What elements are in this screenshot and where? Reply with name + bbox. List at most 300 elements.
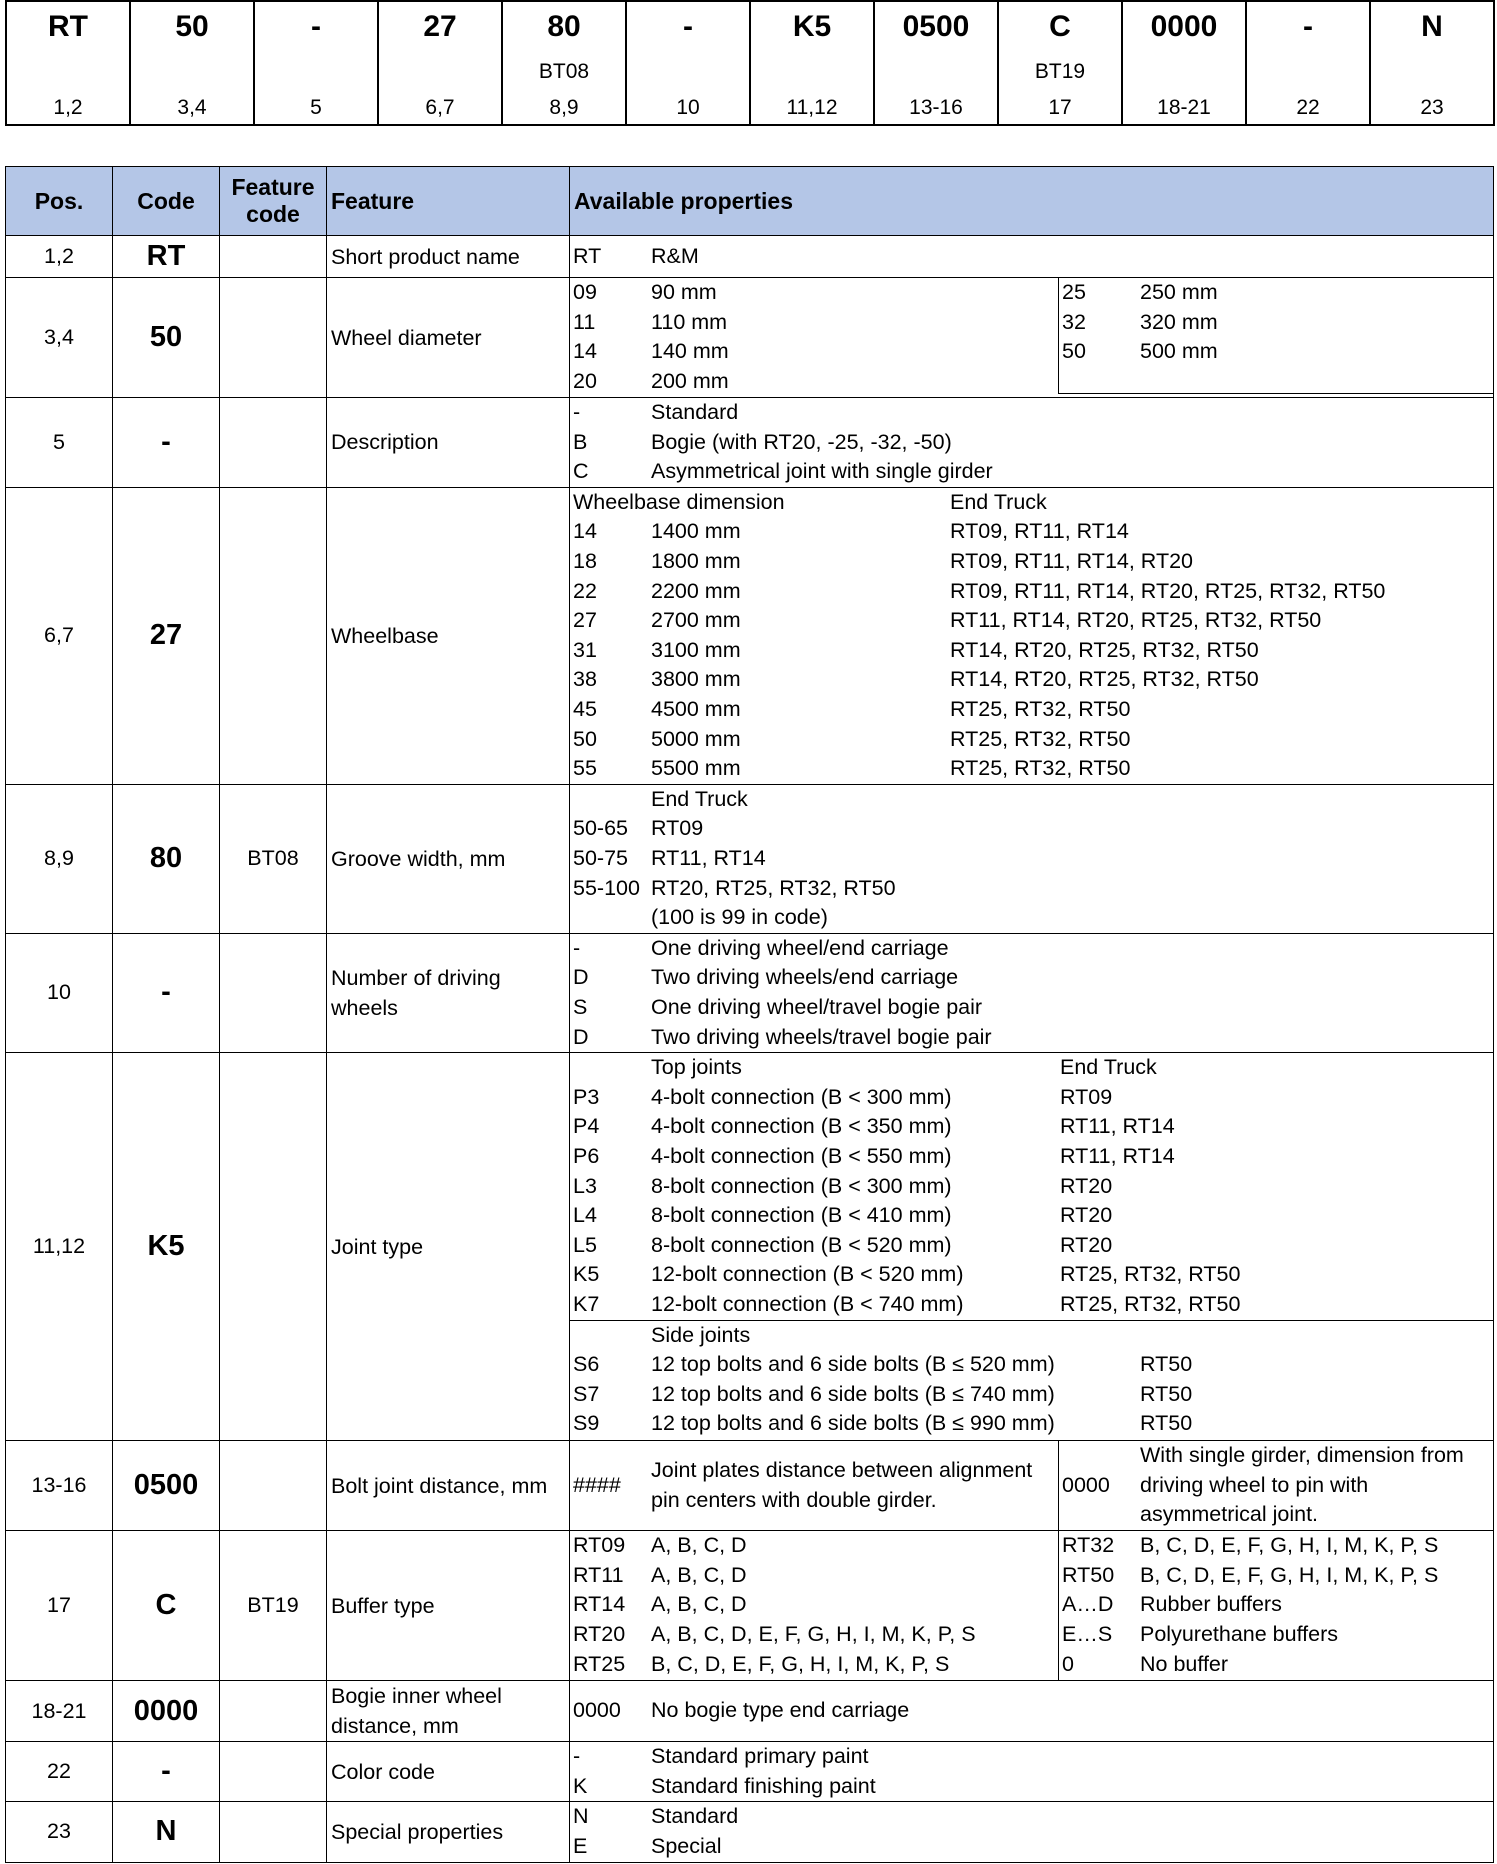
property-key: 0000 (573, 1698, 621, 1723)
property-value: 1400 mm (651, 519, 741, 544)
property-line (570, 725, 1493, 755)
code-strip-cell (750, 1, 874, 125)
property-line (570, 1260, 1493, 1290)
code-strip-cell (874, 1, 998, 125)
row-feature: Color code (327, 1742, 570, 1802)
property-line (570, 1201, 1493, 1231)
table-row (6, 278, 1494, 398)
property-subheader (570, 785, 1493, 815)
code-position: 1,2 (53, 96, 83, 119)
property-end-truck: RT50 (1140, 1411, 1193, 1436)
property-key: N (573, 1804, 589, 1829)
properties-left (570, 278, 1058, 397)
property-key: RT25 (573, 1651, 626, 1676)
code-feature: BT19 (1034, 60, 1086, 83)
code-position: 17 (1048, 96, 1072, 119)
code-strip-cell (130, 1, 254, 125)
property-key: 31 (573, 637, 597, 662)
row-feature-line1: Bogie inner wheel (331, 1684, 502, 1709)
code-position: 13-16 (909, 96, 963, 119)
property-value: 2200 mm (651, 578, 741, 603)
code-position: 8,9 (549, 96, 579, 119)
row-feature-code (220, 1681, 327, 1742)
header-code: Code (113, 167, 220, 236)
table-row (6, 1681, 1494, 1742)
row-properties (570, 1802, 1494, 1862)
row-feature: Description (327, 398, 570, 488)
property-line (1059, 278, 1493, 308)
table-row (6, 236, 1494, 278)
property-value: B, C, D, E, F, G, H, I, M, K, P, S (651, 1651, 950, 1676)
table-row (6, 933, 1494, 1052)
property-line (1059, 1620, 1493, 1650)
property-value: Two driving wheels/travel bogie pair (651, 1024, 992, 1049)
property-line (570, 844, 1493, 874)
property-end-truck: RT11, RT14 (1060, 1114, 1175, 1139)
code-strip-cell (254, 1, 378, 125)
properties-right (1058, 1531, 1493, 1680)
property-line (570, 695, 1493, 725)
row-pos: 22 (6, 1742, 113, 1802)
property-key: E (573, 1833, 588, 1858)
property-line (570, 1650, 1058, 1680)
row-feature-line2: wheels (331, 995, 398, 1020)
row-code: - (113, 1742, 220, 1802)
property-end-truck: RT14, RT20, RT25, RT32, RT50 (950, 637, 1259, 662)
top-joints-group (570, 1053, 1493, 1319)
property-key: - (573, 400, 581, 424)
property-value: 500 mm (1140, 339, 1218, 364)
property-value: 4500 mm (651, 696, 741, 721)
property-key: P6 (573, 1143, 600, 1168)
subheader-label: End Truck (1060, 1055, 1157, 1080)
row-properties (570, 1441, 1494, 1531)
property-subheader (570, 1321, 1493, 1351)
row-code: 50 (113, 278, 220, 398)
row-properties (570, 784, 1494, 933)
row-code: N (113, 1802, 220, 1862)
property-key: L5 (573, 1232, 597, 1257)
property-line (570, 1802, 1493, 1832)
property-line (570, 367, 1058, 397)
row-feature: Wheelbase (327, 487, 570, 784)
property-end-truck: RT25, RT32, RT50 (950, 726, 1131, 751)
property-value: 2700 mm (651, 608, 741, 633)
property-key: 14 (573, 519, 597, 544)
property-key: 0 (1062, 1651, 1074, 1676)
property-key: S6 (573, 1352, 600, 1377)
property-key: 20 (573, 368, 597, 393)
property-value: 110 mm (651, 309, 728, 334)
row-feature-code (220, 1742, 327, 1802)
row-feature-code: BT19 (220, 1531, 327, 1681)
property-line (570, 1290, 1493, 1320)
property-value: 8-bolt connection (B < 520 mm) (651, 1232, 952, 1257)
property-end-truck: RT25, RT32, RT50 (950, 696, 1131, 721)
properties-left (570, 1441, 1058, 1530)
code-position: 5 (310, 96, 322, 119)
row-properties (570, 933, 1494, 1052)
property-value: No buffer (1140, 1651, 1229, 1676)
subheader-label: Side joints (651, 1322, 751, 1347)
property-end-truck: RT11, RT14 (1060, 1143, 1175, 1168)
property-value: Standard finishing paint (651, 1773, 876, 1798)
property-value: A, B, C, D (651, 1562, 747, 1587)
code-position: 18-21 (1157, 96, 1211, 119)
property-key: 0000 (1062, 1473, 1110, 1498)
code-position: 23 (1420, 96, 1444, 119)
row-properties (570, 1053, 1494, 1441)
property-line (570, 814, 1493, 844)
property-value: A, B, C, D (651, 1533, 747, 1558)
property-line (570, 1142, 1493, 1172)
property-line (570, 1380, 1493, 1410)
side-joints-group (570, 1320, 1493, 1439)
code-position: 3,4 (177, 96, 207, 119)
property-subheader (570, 488, 1493, 518)
property-line (570, 1409, 1493, 1439)
property-value: Polyurethane buffers (1140, 1621, 1339, 1646)
property-value: RT09 (651, 816, 704, 841)
property-value: Two driving wheels/end carriage (651, 965, 959, 990)
subheader-label: Wheelbase dimension (573, 489, 785, 514)
table-row (6, 1531, 1494, 1681)
property-value: Rubber buffers (1140, 1592, 1282, 1617)
property-line (570, 308, 1058, 338)
property-key: 50-65 (573, 816, 628, 841)
property-key: 38 (573, 667, 597, 692)
property-key: 50-75 (573, 845, 628, 870)
table-row (6, 784, 1494, 933)
code-strip-cell (502, 1, 626, 125)
code-strip-cell (1370, 1, 1494, 125)
row-code: C (113, 1531, 220, 1681)
property-key: 50 (573, 726, 597, 751)
row-feature-code (220, 1441, 327, 1531)
property-value: 4-bolt connection (B < 550 mm) (651, 1143, 952, 1168)
property-line (1059, 1531, 1493, 1561)
property-key: 09 (573, 280, 597, 304)
property-line (1059, 1561, 1493, 1591)
subheader-label: End Truck (950, 489, 1047, 514)
row-pos: 18-21 (6, 1681, 113, 1742)
properties-right (1058, 278, 1493, 394)
code-value: - (1303, 10, 1313, 43)
row-properties (570, 487, 1494, 784)
specification-table (5, 166, 1494, 1863)
property-key: S9 (573, 1411, 600, 1436)
property-key: S (573, 994, 588, 1019)
property-end-truck: RT09, RT11, RT14, RT20, RT25, RT32, RT50 (950, 578, 1386, 603)
row-code: RT (113, 236, 220, 278)
property-line (1059, 337, 1493, 367)
row-properties (570, 1531, 1494, 1681)
header-feature-code-line1: Feature (231, 174, 315, 200)
property-line (570, 1112, 1493, 1142)
property-line (570, 242, 1493, 272)
row-pos: 10 (6, 933, 113, 1052)
row-feature (327, 933, 570, 1052)
code-value: - (311, 10, 321, 43)
table-row (6, 1053, 1494, 1441)
subheader-label: Top joints (651, 1055, 742, 1080)
row-feature: Wheel diameter (327, 278, 570, 398)
property-end-truck: RT25, RT32, RT50 (950, 756, 1131, 781)
property-end-truck: RT09, RT11, RT14 (950, 519, 1129, 544)
property-value: No bogie type end carriage (651, 1698, 910, 1723)
row-code: 27 (113, 487, 220, 784)
property-value: 12-bolt connection (B < 520 mm) (651, 1262, 964, 1287)
row-code: 0500 (113, 1441, 220, 1531)
property-value-line: With single girder, dimension from (1140, 1443, 1464, 1468)
property-end-truck: RT20 (1060, 1173, 1113, 1198)
table-header-row (6, 167, 1494, 236)
row-feature-code (220, 1053, 327, 1441)
property-value: Standard primary paint (651, 1744, 869, 1769)
property-key: E…S (1062, 1621, 1113, 1646)
property-line (570, 1561, 1058, 1591)
property-value: 5000 mm (651, 726, 741, 751)
property-key: RT (573, 243, 602, 268)
property-key: K5 (573, 1262, 600, 1287)
property-value: 3800 mm (651, 667, 741, 692)
row-feature-code (220, 487, 327, 784)
property-value: Standard (651, 400, 739, 424)
row-feature: Bolt joint distance, mm (327, 1441, 570, 1531)
property-value: (100 is 99 in code) (651, 905, 828, 930)
property-value: A, B, C, D (651, 1592, 747, 1617)
property-value: 320 mm (1140, 309, 1218, 334)
property-value: RT11, RT14 (651, 845, 766, 870)
property-key: L3 (573, 1173, 597, 1198)
property-line (570, 517, 1493, 547)
row-pos: 13-16 (6, 1441, 113, 1531)
header-available-properties: Available properties (570, 167, 1494, 236)
code-value: 80 (547, 10, 581, 43)
property-key: 11 (573, 309, 596, 334)
property-value: 5500 mm (651, 756, 741, 781)
row-feature: Joint type (327, 1053, 570, 1441)
property-line (570, 934, 1493, 964)
property-key: B (573, 429, 588, 454)
property-line (570, 1350, 1493, 1380)
property-line (570, 398, 1493, 428)
property-key: RT20 (573, 1621, 626, 1646)
row-feature: Groove width, mm (327, 784, 570, 933)
property-end-truck: RT09, RT11, RT14, RT20 (950, 548, 1193, 573)
property-value: 12 top bolts and 6 side bolts (B ≤ 990 mm) (651, 1411, 1055, 1436)
property-key: P3 (573, 1084, 600, 1109)
property-line (570, 547, 1493, 577)
row-feature: Special properties (327, 1802, 570, 1862)
property-line (570, 1696, 1493, 1726)
property-value: 1800 mm (651, 548, 741, 573)
property-value: 12 top bolts and 6 side bolts (B ≤ 520 mm) (651, 1352, 1055, 1377)
property-value: One driving wheel/travel bogie pair (651, 994, 983, 1019)
property-key: 45 (573, 696, 597, 721)
property-key: P4 (573, 1114, 600, 1139)
table-row (6, 487, 1494, 784)
header-feature-code (220, 167, 327, 236)
header-pos: Pos. (6, 167, 113, 236)
property-line (570, 903, 1493, 933)
code-feature: BT08 (538, 60, 590, 83)
row-pos: 11,12 (6, 1053, 113, 1441)
row-feature (327, 1681, 570, 1742)
property-value: One driving wheel/end carriage (651, 935, 949, 960)
property-key: A…D (1062, 1592, 1114, 1617)
property-line (570, 754, 1493, 784)
header-feature: Feature (327, 167, 570, 236)
property-end-truck: RT20 (1060, 1203, 1113, 1228)
property-line (570, 428, 1493, 458)
row-feature-line1: Number of driving (331, 965, 501, 990)
row-feature: Short product name (327, 236, 570, 278)
property-line (570, 577, 1493, 607)
properties-left (570, 1531, 1058, 1680)
property-key: S7 (573, 1381, 600, 1406)
property-value: Asymmetrical joint with single girder (651, 459, 993, 484)
property-line (570, 874, 1493, 904)
property-value: Bogie (with RT20, -25, -32, -50) (651, 429, 952, 454)
property-value: R&M (651, 243, 699, 268)
type-code-strip (5, 0, 1495, 126)
property-value-line: driving wheel to pin with (1140, 1472, 1369, 1497)
property-value (651, 1456, 1032, 1515)
properties-right (1058, 1441, 1493, 1530)
row-feature: Buffer type (327, 1531, 570, 1681)
row-properties (570, 236, 1494, 278)
property-key: L4 (573, 1203, 597, 1228)
property-key: D (573, 965, 589, 990)
property-end-truck: RT25, RT32, RT50 (1060, 1291, 1241, 1316)
code-value: RT (48, 10, 88, 43)
code-value: 0000 (1150, 10, 1218, 43)
code-strip-cell (6, 1, 130, 125)
property-key: 18 (573, 548, 597, 573)
code-value: - (683, 10, 693, 43)
property-key: C (573, 459, 589, 484)
property-line (570, 278, 1058, 308)
row-code: - (113, 933, 220, 1052)
property-key: RT50 (1062, 1562, 1115, 1587)
property-value: RT20, RT25, RT32, RT50 (651, 875, 896, 900)
property-line (570, 1023, 1493, 1053)
code-position: 10 (676, 96, 700, 119)
code-position: 11,12 (786, 96, 838, 119)
property-end-truck: RT50 (1140, 1381, 1193, 1406)
property-line (570, 665, 1493, 695)
code-strip-cell (626, 1, 750, 125)
property-value: 90 mm (651, 280, 717, 304)
property-subheader (570, 1053, 1493, 1083)
row-feature-code (220, 278, 327, 398)
code-value: 27 (423, 10, 457, 43)
property-key: 55 (573, 756, 597, 781)
row-pos: 23 (6, 1802, 113, 1862)
code-value: K5 (792, 10, 832, 43)
property-end-truck: RT14, RT20, RT25, RT32, RT50 (950, 667, 1259, 692)
property-value: 4-bolt connection (B < 350 mm) (651, 1114, 952, 1139)
property-line (570, 1772, 1493, 1802)
property-value-line: Joint plates distance between alignment (651, 1458, 1033, 1483)
property-key: K (573, 1773, 588, 1798)
property-line (1059, 1650, 1493, 1680)
row-feature-code (220, 1802, 327, 1862)
property-key: RT11 (573, 1562, 624, 1587)
property-key: 50 (1062, 339, 1086, 364)
property-value: B, C, D, E, F, G, H, I, M, K, P, S (1140, 1562, 1439, 1587)
property-value-line: asymmetrical joint. (1140, 1502, 1319, 1527)
property-value: 12 top bolts and 6 side bolts (B ≤ 740 mm) (651, 1381, 1055, 1406)
property-value: 3100 mm (651, 637, 741, 662)
property-value: 200 mm (651, 368, 729, 393)
property-line (570, 606, 1493, 636)
property-line (570, 1590, 1058, 1620)
subheader-label: End Truck (651, 786, 748, 811)
property-line (570, 1231, 1493, 1261)
property-value: 4-bolt connection (B < 300 mm) (651, 1084, 952, 1109)
property-value: B, C, D, E, F, G, H, I, M, K, P, S (1140, 1533, 1439, 1558)
row-properties (570, 278, 1494, 398)
property-line (570, 457, 1493, 487)
code-strip-cell (998, 1, 1122, 125)
property-key: RT14 (573, 1592, 626, 1617)
row-pos: 17 (6, 1531, 113, 1681)
property-value: Special (651, 1833, 722, 1858)
property-key: #### (573, 1473, 621, 1498)
property-key: K7 (573, 1291, 600, 1316)
property-key: D (573, 1024, 589, 1049)
property-key: - (573, 935, 581, 960)
property-value-line: pin centers with double girder. (651, 1487, 937, 1512)
table-row (6, 1441, 1494, 1531)
row-pos: 3,4 (6, 278, 113, 398)
property-line (570, 1742, 1493, 1772)
header-feature-code-line2: code (246, 201, 300, 227)
property-line (570, 1172, 1493, 1202)
property-key: RT09 (573, 1533, 626, 1558)
property-value: A, B, C, D, E, F, G, H, I, M, K, P, S (651, 1621, 976, 1646)
property-line (570, 1083, 1493, 1113)
property-line (570, 993, 1493, 1023)
row-feature-line2: distance, mm (331, 1714, 459, 1739)
code-value: N (1421, 10, 1443, 43)
property-key: 25 (1062, 280, 1086, 304)
property-line (570, 1832, 1493, 1862)
row-properties (570, 398, 1494, 488)
property-key: - (573, 1744, 581, 1769)
property-line (1059, 1590, 1493, 1620)
row-feature-code (220, 236, 327, 278)
property-value: 8-bolt connection (B < 300 mm) (651, 1173, 952, 1198)
code-position: 6,7 (425, 96, 455, 119)
row-pos: 6,7 (6, 487, 113, 784)
property-end-truck: RT25, RT32, RT50 (1060, 1262, 1241, 1287)
code-strip-row (6, 1, 1494, 125)
property-key: 32 (1062, 309, 1086, 334)
property-key: 22 (573, 578, 597, 603)
row-feature-code (220, 398, 327, 488)
code-value: 50 (175, 10, 209, 43)
table-row (6, 398, 1494, 488)
property-line (1059, 308, 1493, 338)
code-strip-cell (1246, 1, 1370, 125)
row-properties (570, 1681, 1494, 1742)
property-end-truck: RT50 (1140, 1352, 1193, 1377)
property-value: 250 mm (1140, 280, 1218, 304)
code-strip-cell (378, 1, 502, 125)
